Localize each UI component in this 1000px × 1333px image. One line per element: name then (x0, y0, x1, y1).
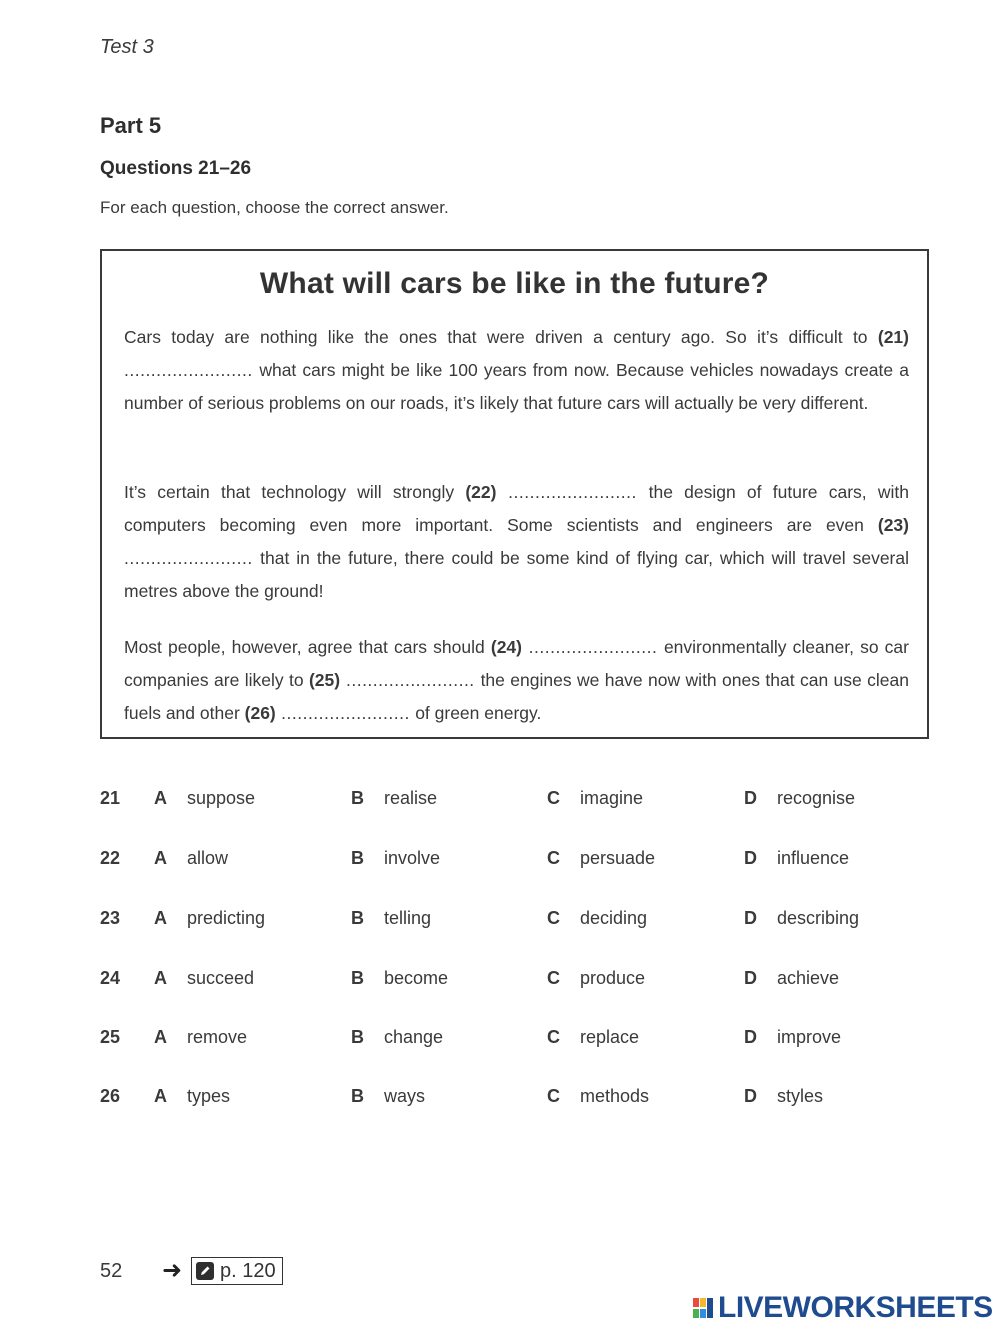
question-row-21 (100, 788, 940, 818)
question-number: 25 (100, 1027, 121, 1047)
instruction-text: For each question, choose the correct answer. (100, 198, 449, 217)
option-21-d[interactable]: recognise (777, 788, 856, 808)
option-23-a[interactable]: predicting (187, 908, 266, 928)
option-24-b[interactable]: become (384, 968, 449, 988)
option-letter: D (744, 1086, 757, 1106)
questions-heading: Questions 21–26 (100, 158, 252, 179)
option-25-c[interactable]: replace (580, 1027, 640, 1047)
passage-text: the engines we have now with ones that can use clean fuels and other (124, 670, 909, 723)
question-row-26 (100, 1086, 940, 1116)
option-letter: A (154, 968, 167, 988)
option-letter: C (547, 788, 560, 808)
passage-paragraph-1 (124, 321, 909, 420)
question-number: 24 (100, 968, 121, 988)
option-letter: D (744, 788, 757, 808)
option-21-b[interactable]: realise (384, 788, 438, 808)
gap-21[interactable]: ........................ (124, 360, 260, 380)
option-26-c[interactable]: methods (580, 1086, 650, 1106)
liveworksheets-logo-icon (692, 1296, 714, 1320)
gap-number-25: (25) (308, 670, 341, 690)
passage-text: of green energy. (415, 703, 542, 723)
page-number: 52 (100, 1260, 123, 1282)
option-letter: B (351, 788, 364, 808)
question-number: 23 (100, 908, 121, 928)
passage-text: It’s certain that technology will strongly (124, 482, 466, 502)
question-row-25 (100, 1027, 940, 1057)
option-23-d[interactable]: describing (777, 908, 860, 928)
option-25-a[interactable]: remove (187, 1027, 248, 1047)
question-number: 21 (100, 788, 121, 808)
option-letter: A (154, 1086, 167, 1106)
option-letter: D (744, 908, 757, 928)
option-letter: C (547, 1027, 560, 1047)
option-26-a[interactable]: types (187, 1086, 231, 1106)
part-heading: Part 5 (100, 113, 162, 138)
option-letter: C (547, 1086, 560, 1106)
passage-text: Most people, however, agree that cars should (124, 637, 491, 657)
option-22-b[interactable]: involve (384, 848, 441, 868)
question-row-23 (100, 908, 940, 938)
answer-key-reference[interactable] (191, 1257, 283, 1285)
option-letter: A (154, 1027, 167, 1047)
option-23-b[interactable]: telling (384, 908, 432, 928)
option-26-b[interactable]: ways (384, 1086, 426, 1106)
option-letter: A (154, 848, 167, 868)
test-label: Test 3 (100, 36, 154, 58)
gap-26[interactable]: ........................ (275, 703, 416, 723)
liveworksheets-brand (692, 1290, 993, 1326)
passage-paragraph-3 (124, 631, 909, 730)
question-row-24 (100, 968, 940, 998)
option-letter: D (744, 968, 757, 988)
question-number: 22 (100, 848, 121, 868)
option-24-a[interactable]: succeed (187, 968, 255, 988)
option-letter: B (351, 968, 364, 988)
option-letter: B (351, 848, 364, 868)
gap-number-23: (23) (877, 515, 909, 535)
passage-text: the design of future cars, with computers becoming even more important. Some scientists and engineers are even (124, 482, 909, 535)
option-21-c[interactable]: imagine (580, 788, 644, 808)
option-letter: C (547, 968, 560, 988)
option-24-c[interactable]: produce (580, 968, 646, 988)
gap-25[interactable]: ........................ (340, 670, 481, 690)
option-22-c[interactable]: persuade (580, 848, 656, 868)
question-number: 26 (100, 1086, 121, 1106)
option-letter: D (744, 848, 757, 868)
option-letter: C (547, 848, 560, 868)
passage-text: that in the future, there could be some kind of flying car, which will travel several metres above the ground! (124, 548, 909, 601)
gap-number-22: (22) (465, 482, 497, 502)
question-row-22 (100, 848, 940, 878)
option-letter: C (547, 908, 560, 928)
passage-title: What will cars be like in the future? (259, 267, 770, 300)
gap-22[interactable]: ........................ (496, 482, 649, 502)
passage-paragraph-2 (124, 476, 909, 608)
gap-number-21: (21) (877, 327, 909, 347)
option-letter: B (351, 1086, 364, 1106)
option-letter: B (351, 1027, 364, 1047)
option-letter: D (744, 1027, 757, 1047)
option-25-d[interactable]: improve (777, 1027, 842, 1047)
option-22-a[interactable]: allow (187, 848, 229, 868)
gap-23[interactable]: ........................ (124, 548, 261, 568)
passage-text: what cars might be like 100 years from now. Because vehicles nowadays create a number of serious problems on our roads, it’s likely that future cars will actually be very different. (124, 360, 909, 413)
option-letter: A (154, 908, 167, 928)
gap-number-24: (24) (490, 637, 522, 657)
passage-text: Cars today are nothing like the ones that were driven a century ago. So it’s difficult to (124, 327, 878, 347)
pencil-icon (196, 1262, 214, 1280)
gap-24[interactable]: ........................ (522, 637, 664, 657)
passage-text: environmentally cleaner, so car companies are likely to (124, 637, 909, 690)
option-21-a[interactable]: suppose (187, 788, 256, 808)
option-letter: B (351, 908, 364, 928)
liveworksheets-wordmark: LIVEWORKSHEETS (718, 1291, 993, 1324)
option-24-d[interactable]: achieve (777, 968, 840, 988)
gap-number-26: (26) (244, 703, 276, 723)
option-22-d[interactable]: influence (777, 848, 850, 868)
passage-box (100, 249, 929, 739)
answer-key-page: p. 120 (220, 1259, 276, 1282)
option-26-d[interactable]: styles (777, 1086, 824, 1106)
arrow-right-icon: ➜ (162, 1257, 183, 1284)
option-23-c[interactable]: deciding (580, 908, 648, 928)
option-25-b[interactable]: change (384, 1027, 444, 1047)
option-letter: A (154, 788, 167, 808)
